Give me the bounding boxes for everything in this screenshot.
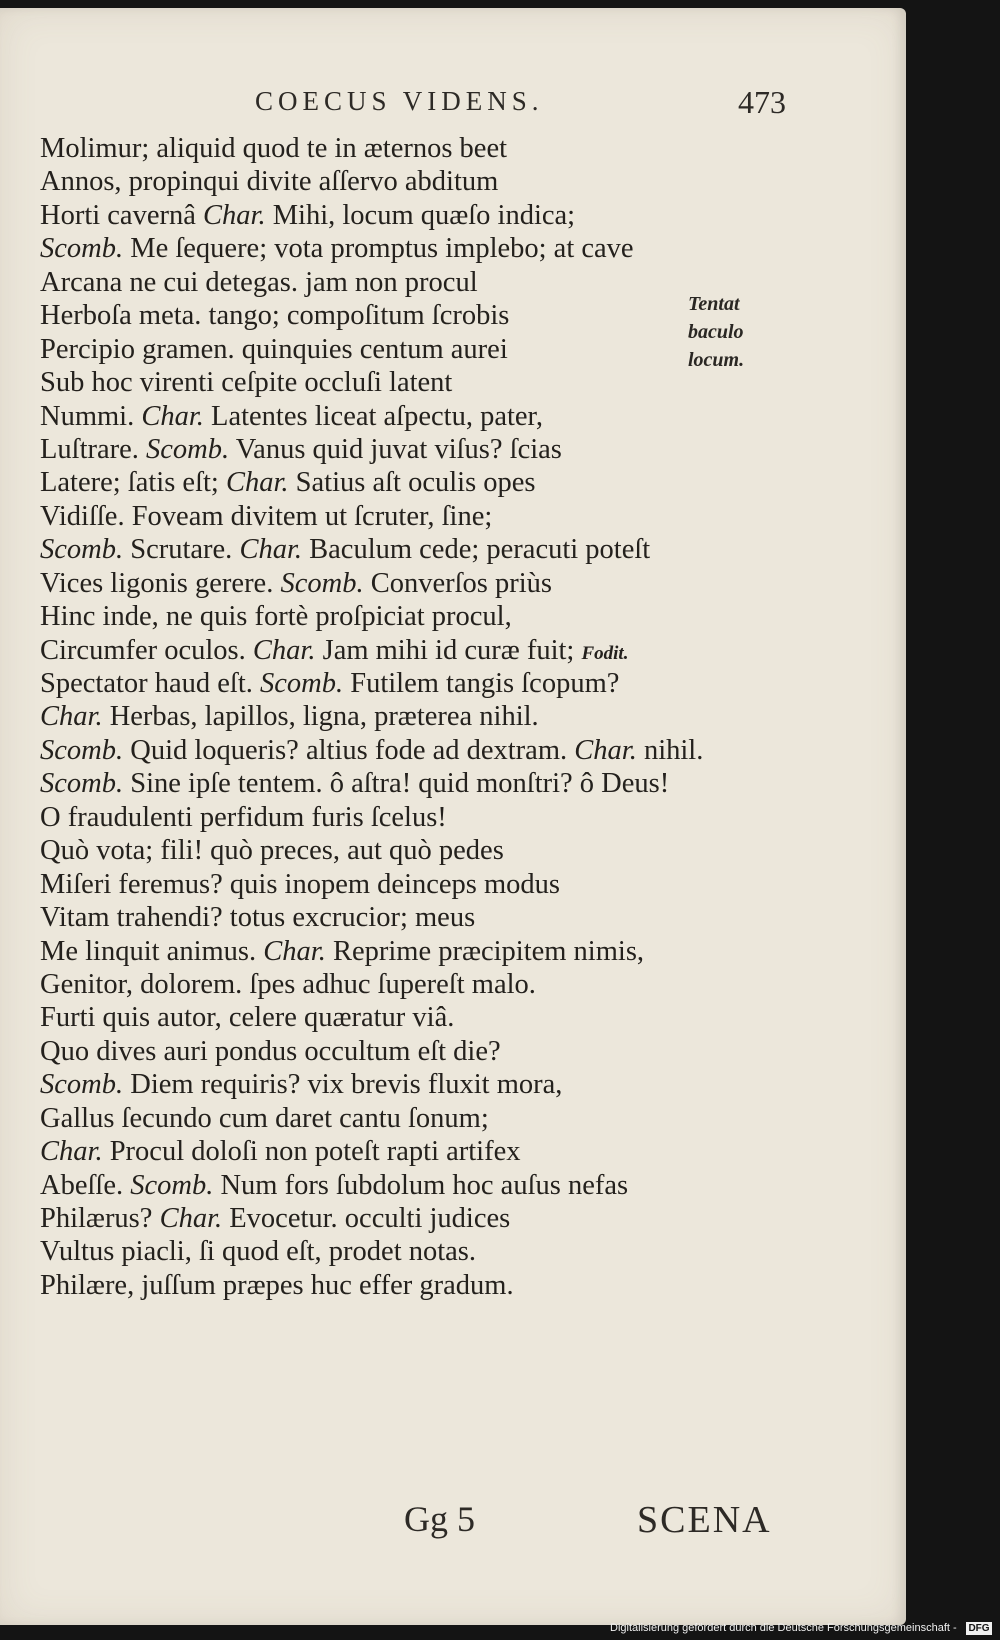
verse-text: Nummi. — [40, 400, 142, 432]
verse-text: Futilem tangis ſcopum? — [343, 668, 620, 699]
verse-line — [40, 1169, 800, 1202]
book-page — [0, 8, 906, 1625]
speaker-label: Scomb. — [130, 1169, 214, 1201]
speaker-label: Char. — [40, 1136, 103, 1168]
speaker-label: Char. — [203, 199, 266, 231]
verse-line — [40, 1001, 800, 1034]
verse-text: Baculum cede; peracuti poteſt — [302, 534, 651, 566]
verse-line — [40, 767, 800, 800]
speaker-label: Scomb. — [40, 768, 124, 800]
verse-line — [40, 165, 800, 198]
verse-line — [40, 400, 800, 433]
verse-text: Sub hoc virenti ceſpite occluſi latent — [40, 367, 453, 399]
verse-line — [40, 801, 800, 834]
verse-line — [40, 266, 800, 299]
verse-text: Me ſequere; vota promptus implebo; at cave — [123, 233, 634, 265]
verse-line — [40, 1035, 800, 1068]
verse-text: Vices ligonis gerere. — [40, 567, 281, 599]
verse-line — [40, 199, 800, 232]
verse-text: Num fors ſubdolum hoc auſus nefas — [213, 1169, 629, 1201]
verse-text: Gallus ſecundo cum daret cantu ſonum; — [40, 1102, 489, 1134]
verse-text: Procul doloſi non poteſt rapti artifex — [102, 1136, 521, 1168]
verse-text: Sine ipſe tentem. ô aſtra! quid monſtri? ô Deus! — [123, 768, 670, 800]
verse-text: Quo dives auri pondus occultum eſt die? — [40, 1035, 501, 1067]
verse-line — [40, 1269, 800, 1302]
speaker-label: Scomb. — [40, 1069, 124, 1101]
signature-mark: Gg 5 — [404, 1499, 475, 1539]
verse-text: Vultus piacli, ſi quod eſt, prodet notas. — [40, 1236, 477, 1268]
speaker-label: Char. — [225, 467, 289, 499]
speaker-label: Char. — [159, 1203, 223, 1234]
verse-text: Annos, propinqui divite aſſervo abditum — [40, 166, 499, 198]
verse-text: Arcana ne cui detegas. jam non procul — [40, 266, 478, 298]
verse-line — [40, 667, 800, 700]
margin-note-word: locum. — [688, 349, 745, 371]
verse-line — [40, 734, 800, 767]
running-title: COECUS VIDENS. — [255, 86, 544, 116]
marginal-stage-direction — [688, 290, 768, 374]
verse-text: Scrutare. — [123, 534, 240, 566]
margin-note-word: Tentat — [688, 293, 740, 315]
verse-text: Me linquit animus. — [40, 935, 264, 967]
verse-line — [40, 634, 800, 667]
verse-line — [40, 533, 800, 566]
verse-text: Genitor, dolorem. ſpes adhuc ſupereſt malo. — [40, 968, 536, 1000]
verse-text: O fraudulenti perfidum furis ſcelus! — [40, 801, 447, 833]
verse-line — [40, 1068, 800, 1101]
speaker-label: Char. — [574, 734, 637, 766]
verse-text: Hinc inde, ne quis fortè proſpiciat procul, — [40, 601, 512, 633]
verse-line — [40, 333, 800, 366]
verse-text: Philære, juſſum præpes huc effer gradum. — [40, 1269, 514, 1301]
speaker-label: Scomb. — [146, 433, 230, 465]
verse-text: Diem requiris? vix brevis fluxit mora, — [123, 1069, 563, 1101]
verse-text: Herboſa meta. tango; compoſitum ſcrobis — [40, 300, 510, 332]
verse-line — [40, 299, 800, 332]
verse-text: Percipio gramen. quinquies centum aurei — [40, 333, 508, 365]
verse-text: Molimur; aliquid quod te in æternos beet — [40, 133, 508, 164]
margin-note-word: baculo — [688, 321, 744, 343]
verse-text: Spectator haud eſt. — [40, 668, 261, 699]
verse-text: Reprime præcipitem nimis, — [325, 935, 645, 967]
verse-line — [40, 700, 800, 733]
speaker-label: Char. — [40, 701, 103, 733]
verse-text: Abeſſe. — [40, 1169, 131, 1201]
speaker-label: Scomb. — [40, 534, 124, 566]
verse-line — [40, 1135, 800, 1168]
speaker-label: Scomb. — [260, 668, 344, 699]
verse-text: Converſos priùs — [363, 567, 552, 599]
verse-line — [40, 366, 800, 399]
verse-line — [40, 600, 800, 633]
speaker-label: Scomb. — [40, 734, 124, 766]
verse-text: Vitam trahendi? totus excrucior; meus — [40, 902, 476, 934]
verse-text: Latentes liceat aſpectu, pater, — [203, 400, 544, 432]
verse-text: Miſeri feremus? quis inopem deinceps modus — [40, 868, 561, 900]
verse-text: Circumfer oculos. — [40, 634, 253, 666]
speaker-label: Char. — [263, 935, 326, 967]
verse-line — [40, 935, 800, 968]
verse-text: Vidiſſe. Foveam divitem ut ſcruter, ſine; — [40, 500, 493, 532]
verse-line — [40, 1102, 800, 1135]
verse-text: Latere; ſatis eſt; — [40, 467, 226, 499]
digitization-credit: Digitalisierung gefördert durch die Deutsche Forschungsgemeinschaft - — [610, 1622, 957, 1634]
verse-text: Luſtrare. — [40, 433, 147, 465]
speaker-label: Scomb. — [40, 233, 124, 265]
verse-text: nihil. — [636, 734, 704, 766]
verse-text: Philærus? — [40, 1203, 160, 1234]
speaker-label: Char. — [141, 400, 204, 432]
verse-text: Satius aſt oculis opes — [288, 467, 536, 499]
verse-text: Jam mihi id curæ fuit; — [315, 634, 582, 666]
verse-line — [40, 132, 800, 165]
verse-text: Horti cavernâ — [40, 199, 203, 231]
verse-text: Quid loqueris? altius fode ad dextram. — [123, 734, 575, 766]
verse-line — [40, 834, 800, 867]
verse-line — [40, 1202, 800, 1235]
verse-line — [40, 433, 800, 466]
verse-line — [40, 567, 800, 600]
verse-text-block — [40, 132, 800, 1302]
verse-text: Mihi, locum quæſo indica; — [265, 199, 576, 231]
stage-direction: Fodit. — [581, 642, 629, 664]
dfg-logo: DFG — [966, 1622, 992, 1635]
verse-text: Evocetur. occulti judices — [222, 1203, 511, 1234]
verse-line — [40, 466, 800, 499]
verse-line — [40, 968, 800, 1001]
speaker-label: Char. — [239, 534, 303, 566]
verse-text: Furti quis autor, celere quæratur viâ. — [40, 1002, 455, 1034]
verse-line — [40, 232, 800, 265]
catchword: SCENA — [637, 1499, 772, 1541]
speaker-label: Scomb. — [280, 567, 364, 599]
verse-text: Quò vota; fili! quò preces, aut quò pedes — [40, 835, 504, 867]
verse-text: Vanus quid juvat viſus? ſcias — [229, 433, 562, 465]
page-number: 473 — [738, 84, 786, 120]
verse-text: Herbas, lapillos, ligna, præterea nihil. — [102, 701, 539, 733]
speaker-label: Char. — [252, 634, 316, 666]
verse-line — [40, 868, 800, 901]
verse-line — [40, 1235, 800, 1268]
verse-line — [40, 901, 800, 934]
verse-line — [40, 500, 800, 533]
